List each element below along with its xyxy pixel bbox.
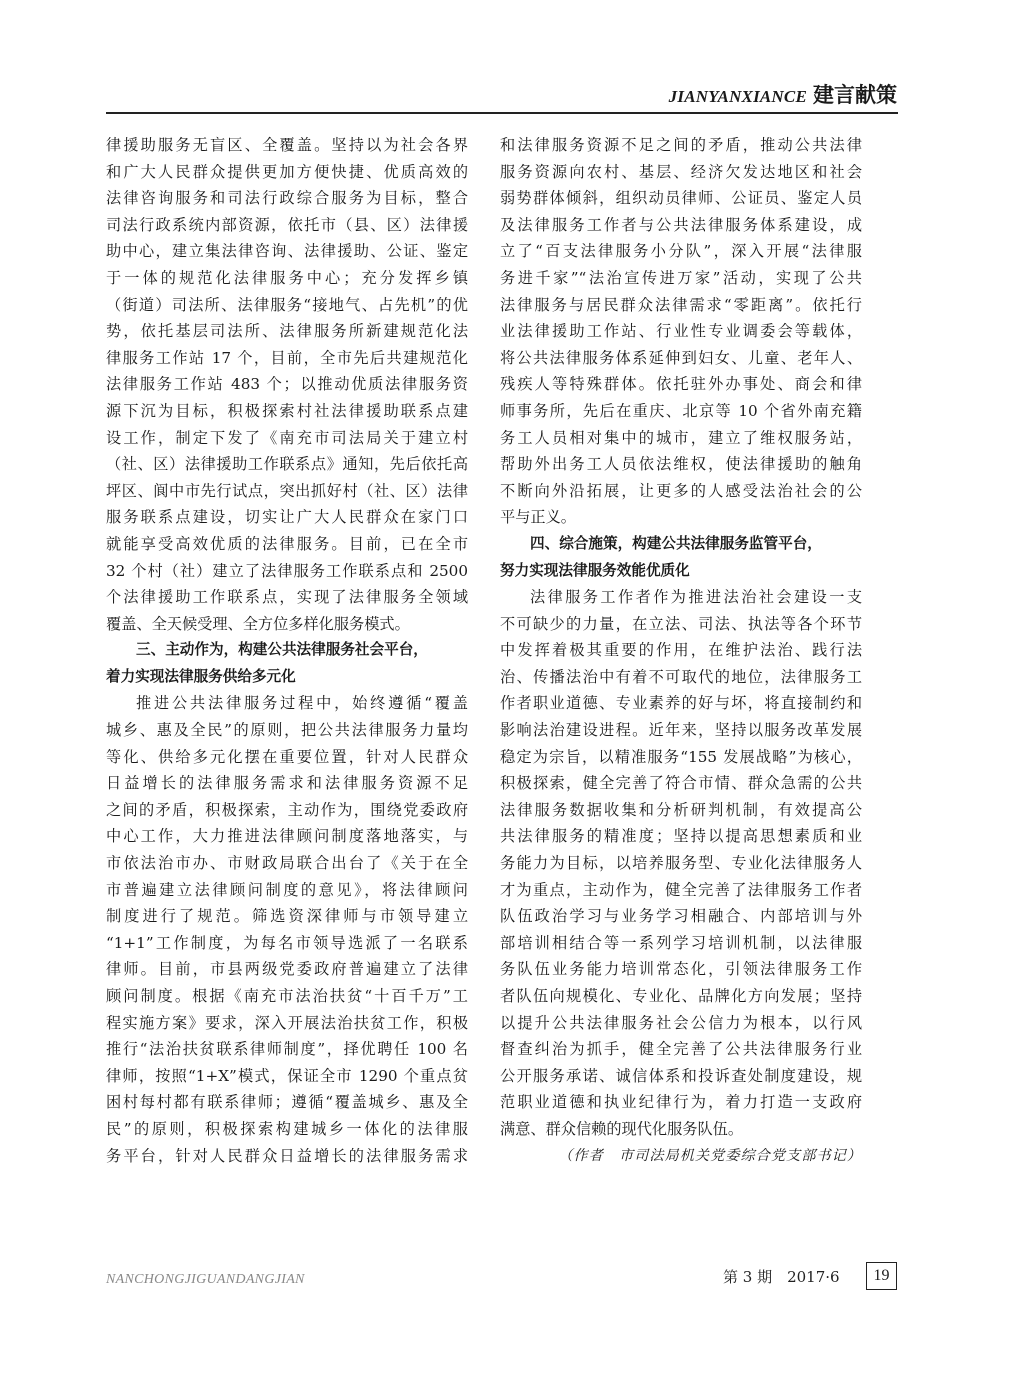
text-line: 律师。目前，市县两级党委政府普遍建立了法律 [106,960,468,979]
header-title-en: JIANYANXIANCE [668,87,807,106]
text-line: 制度进行了规范。筛选资深律师与市领导建立 [106,907,468,926]
header-title-cn: 建言献策 [813,83,897,107]
text-line: 民”的原则，积极探索构建城乡一体化的法律服 [106,1119,468,1138]
text-line: 服务联系点建设，切实让广大人民群众在家门口 [106,508,468,527]
section-heading-line: 努力实现法律服务效能优质化 [500,561,690,579]
text-line: （街道）司法所、法律服务“接地气、占先机”的优 [106,295,468,314]
text-line: 业法律援助工作站、行业性专业调委会等载体， [500,322,862,341]
text-line: 律援助服务无盲区、全覆盖。坚持以为社会各界 [106,136,468,154]
text-line: 及法律服务工作者与公共法律服务体系建设，成 [500,215,862,234]
text-line: 共法律服务的精准度；坚持以提高思想素质和业 [500,827,862,846]
text-line: 推进公共法律服务过程中，始终遵循“覆盖 [136,694,468,713]
text-line: 队伍政治学习与业务学习相融合、内部培训与外 [500,907,862,926]
text-line: 影响法治建设进程。近年来，坚持以服务改革发展 [500,721,862,740]
running-header [669,80,897,110]
text-line: 32 个村（社）建立了法律服务工作联系点和 2500 [106,561,468,580]
text-line: 中发挥着极其重要的作用，在维护法治、践行法 [500,641,862,660]
text-line: 作者职业道德、专业素养的好与坏，将直接制约和 [500,694,862,713]
text-line: 等化、供给多元化摆在重要位置，针对人民群众 [106,747,468,766]
text-line: 困村每村都有联系律师；遵循“覆盖城乡、惠及全 [106,1093,468,1112]
text-line: 顾问制度。根据《南充市法治扶贫“十百千万”工 [106,987,468,1005]
text-line: 城乡、惠及全民”的原则，把公共法律服务力量均 [106,721,468,740]
text-line: 积极探索，健全完善了符合市情、群众急需的公共 [500,774,862,793]
text-line: 不断向外沿拓展，让更多的人感受法治社会的公 [500,481,862,500]
text-line: 不可缺少的力量，在立法、司法、执法等各个环节 [500,614,862,633]
section-heading-line: 着力实现法律服务供给多元化 [106,667,296,685]
text-line: 市普遍建立法律顾问制度的意见》，将法律顾问 [106,880,468,899]
header-rule [106,112,898,114]
text-line: 公开服务承诺、诚信体系和投诉查处制度建设，规 [500,1066,862,1085]
text-line: 法律服务与居民群众法律需求“零距离”。依托行 [500,295,862,314]
section-heading-line: 三、主动作为，构建公共法律服务社会平台， [136,641,428,659]
text-line: 务平台，针对人民群众日益增长的法律服务需求 [106,1146,468,1165]
text-line: 师事务所，先后在重庆、北京等 10 个省外南充籍 [500,401,862,420]
text-line: 和广大人民群众提供更加方便快捷、优质高效的 [106,162,468,181]
text-line: 律师，按照“1+X”模式，保证全市 1290 个重点贫 [106,1066,468,1085]
text-line: 立了“百支法律服务小分队”，深入开展“法律服 [500,242,862,261]
footer-issue: 第 3 期 2017·6 [723,1268,840,1286]
text-line: 稳定为宗旨，以精准服务“155 发展战略”为核心， [500,747,862,766]
footer-journal-name: NANCHONGJIGUANDANGJIAN [106,1272,305,1287]
text-line: 市依法治市办、市财政局联合出台了《关于在全 [106,854,468,873]
text-line: 设工作，制定下发了《南充市司法局关于建立村 [106,428,468,447]
text-line: 势，依托基层司法所、法律服务所新建规范化法 [106,322,468,341]
text-line: 务工人员相对集中的城市，建立了维权服务站， [500,428,862,447]
text-line: 个法律援助工作联系点，实现了法律服务全领域 [106,588,468,607]
text-line: 于一体的规范化法律服务中心；充分发挥乡镇 [106,268,468,287]
text-line: 源下沉为目标，积极探索村社法律援助联系点建 [106,401,468,420]
text-line: 推行“法治扶贫联系律师制度”，择优聘任 100 名 [106,1040,468,1059]
section-heading-line: 四、综合施策，构建公共法律服务监管平台， [530,534,822,552]
text-line: 者队伍向规模化、专业化、品牌化方向发展；坚持 [500,987,862,1005]
page-number: 19 [866,1262,897,1290]
text-line: 日益增长的法律服务需求和法律服务资源不足 [106,774,468,793]
text-line: 治、传播法治中有着不可取代的地位，法律服务工 [500,667,862,686]
text-line: 法律服务数据收集和分析研判机制，有效提高公 [500,800,862,819]
text-line: 将公共法律服务体系延伸到妇女、儿童、老年人、 [500,348,862,367]
text-line: 才为重点，主动作为，健全完善了法律服务工作者 [500,880,862,899]
text-line: 法律咨询服务和司法行政综合服务为目标，整合 [106,189,468,208]
text-line: 服务资源向农村、基层、经济欠发达地区和社会 [500,162,862,181]
text-line: 务进千家”“法治宣传进万家”活动，实现了公共 [500,268,862,287]
text-line: 满意、群众信赖的现代化服务队伍。 [500,1119,743,1138]
text-line: 助中心，建立集法律咨询、法律援助、公证、鉴定 [106,242,468,261]
text-line: 坪区、阆中市先行试点，突出抓好村（社、区）法律 [106,481,468,500]
text-line: 法律服务工作者作为推进法治社会建设一支 [530,588,862,607]
text-line: 务能力为目标，以培养服务型、专业化法律服务人 [500,854,862,873]
text-line: 中心工作，大力推进法律顾问制度落地落实，与 [106,827,468,846]
right-column [500,132,862,1169]
text-line: 弱势群体倾斜，组织动员律师、公证员、鉴定人员 [500,189,862,208]
text-line: 帮助外出务工人员依法维权，使法律援助的触角 [500,455,862,474]
text-line: 和法律服务资源不足之间的矛盾，推动公共法律 [500,136,862,154]
author-note: （作者 市司法局机关党委综合党支部书记） [558,1147,862,1164]
text-line: 务队伍业务能力培训常态化，引领法律服务工作 [500,960,862,979]
text-line: “1+1”工作制度，为每名市领导选派了一名联系 [106,933,468,952]
text-line: 部培训相结合等一系列学习培训机制，以法律服 [500,933,862,952]
text-line: 律服务工作站 17 个，目前，全市先后共建规范化 [106,348,468,367]
text-line: （社、区）法律援助工作联系点》通知，先后依托高 [106,455,468,474]
text-line: 残疾人等特殊群体。依托驻外办事处、商会和律 [500,375,862,394]
text-line: 督查纠治为抓手，健全完善了公共法律服务行业 [500,1040,862,1059]
text-line: 平与正义。 [500,508,576,527]
text-line: 就能享受高效优质的法律服务。目前，已在全市 [106,534,468,553]
text-line: 程实施方案》要求，深入开展法治扶贫工作，积极 [106,1013,468,1032]
text-line: 覆盖、全天候受理、全方位多样化服务模式。 [106,614,410,633]
text-line: 以提升公共法律服务社会公信力为根本，以行风 [500,1013,862,1032]
text-line: 之间的矛盾，积极探索，主动作为，围绕党委政府 [106,800,468,819]
text-line: 司法行政系统内部资源，依托市（县、区）法律援 [106,215,468,234]
left-column [106,132,468,1169]
text-line: 范职业道德和执业纪律行为，着力打造一支政府 [500,1093,862,1112]
text-line: 法律服务工作站 483 个；以推动优质法律服务资 [106,375,468,394]
